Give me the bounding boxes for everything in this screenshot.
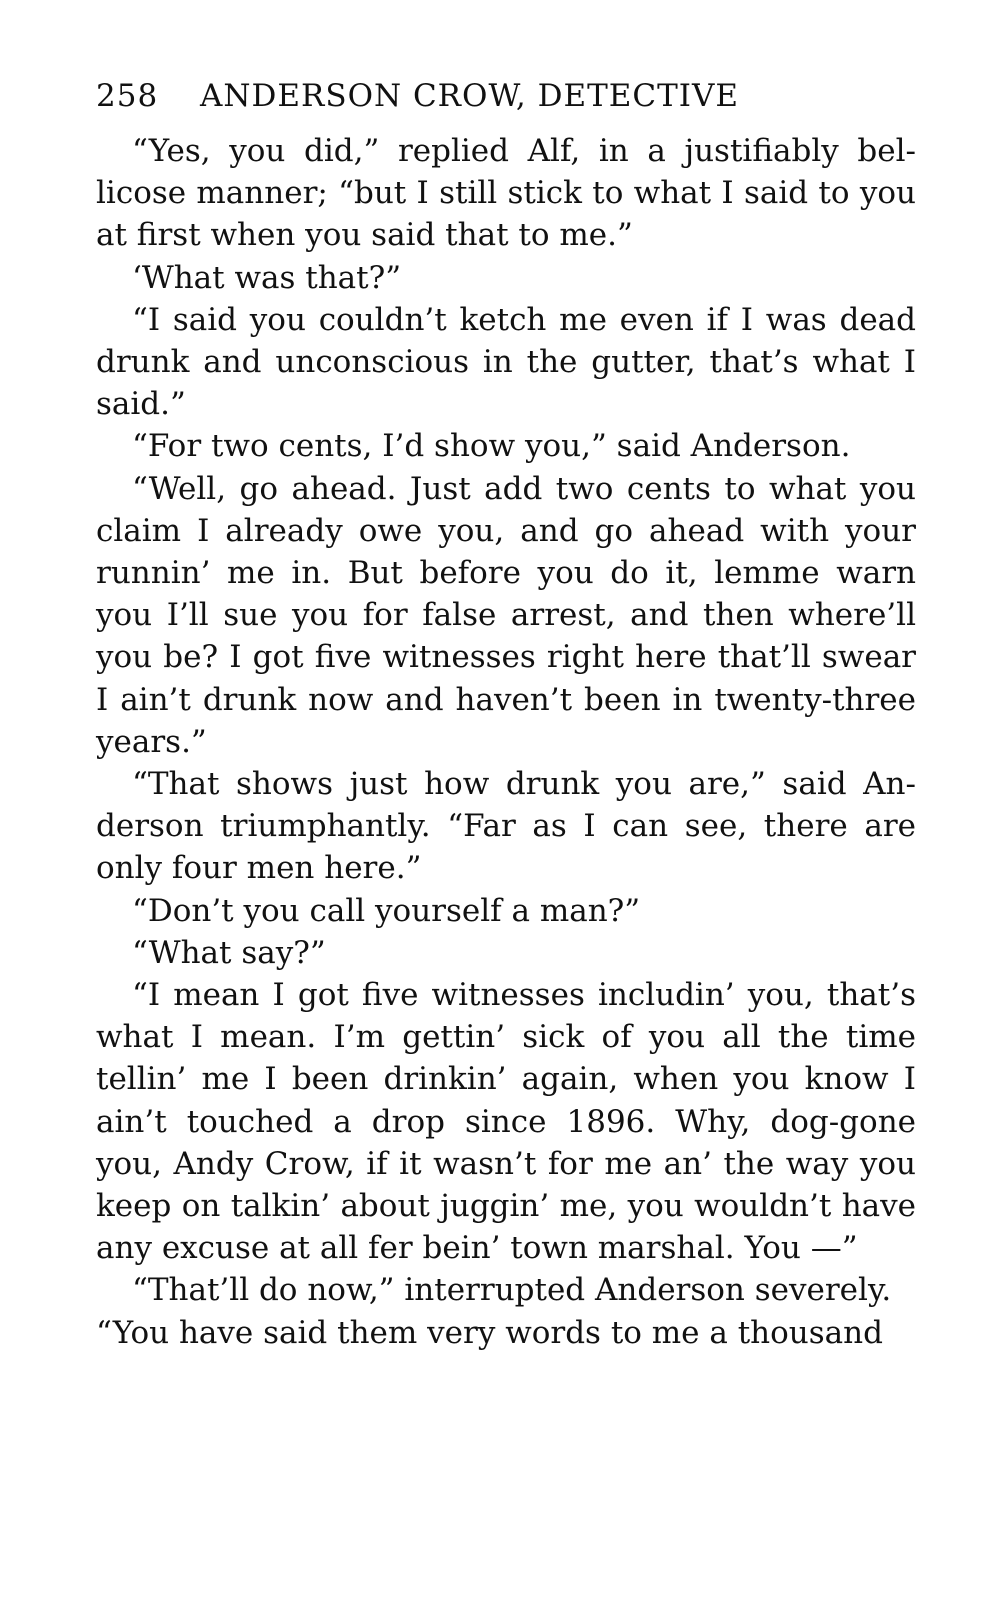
book-page — [96, 78, 916, 1354]
paragraph: ‘What was that?” — [132, 259, 402, 296]
paragraph: “That’ll do now,” interrupted Anderson severely. — [132, 1272, 892, 1309]
paragraph: “You have said them very words to me a thousand — [96, 1314, 883, 1351]
paragraph: “What say?” — [132, 934, 326, 971]
paragraph: “I mean I got five witnesses includin’ you, that’s what I mean. I’m gettin’ sick of you all the time tellin’ me I been drinkin’ again, when you know I ain’t touched a drop since 1896. Why, dog-gone you, Andy Crow, if it wasn’t for me an’ the way you keep on talkin’ about juggin’ me, you wouldn’t have any excuse at all fer bein’ town marshal. You —” — [96, 977, 916, 1267]
paragraph: “That shows just how drunk you are,” said Anderson triumphantly. “Far as I can see, there are only four men here.” — [96, 766, 916, 887]
paragraph: “Well, go ahead. Just add two cents to what you claim I already owe you, and go ahead with your runnin’ me in. But before you do it, lemme warn you I’ll sue you for false arrest, and then where’ll you be? I got five witnesses right here that’ll swear I ain’t drunk now and haven’t been in twenty-three years.” — [96, 470, 916, 760]
paragraph: “I said you couldn’t ketch me even if I was dead drunk and unconscious in the gutter, that’s what I said.” — [96, 301, 916, 423]
page-number: 258 — [96, 78, 159, 114]
running-head — [96, 78, 916, 114]
running-title: ANDERSON CROW, DETECTIVE — [200, 78, 740, 114]
paragraph: “For two cents, I’d show you,” said Anderson. — [132, 428, 851, 465]
paragraph: “Yes, you did,” replied Alf, in a justifiably bellicose manner; “but I still stick to what I said to you at first when you said that to me.” — [96, 133, 916, 254]
body-text — [96, 130, 916, 1354]
paragraph: “Don’t you call yourself a man?” — [132, 892, 641, 929]
